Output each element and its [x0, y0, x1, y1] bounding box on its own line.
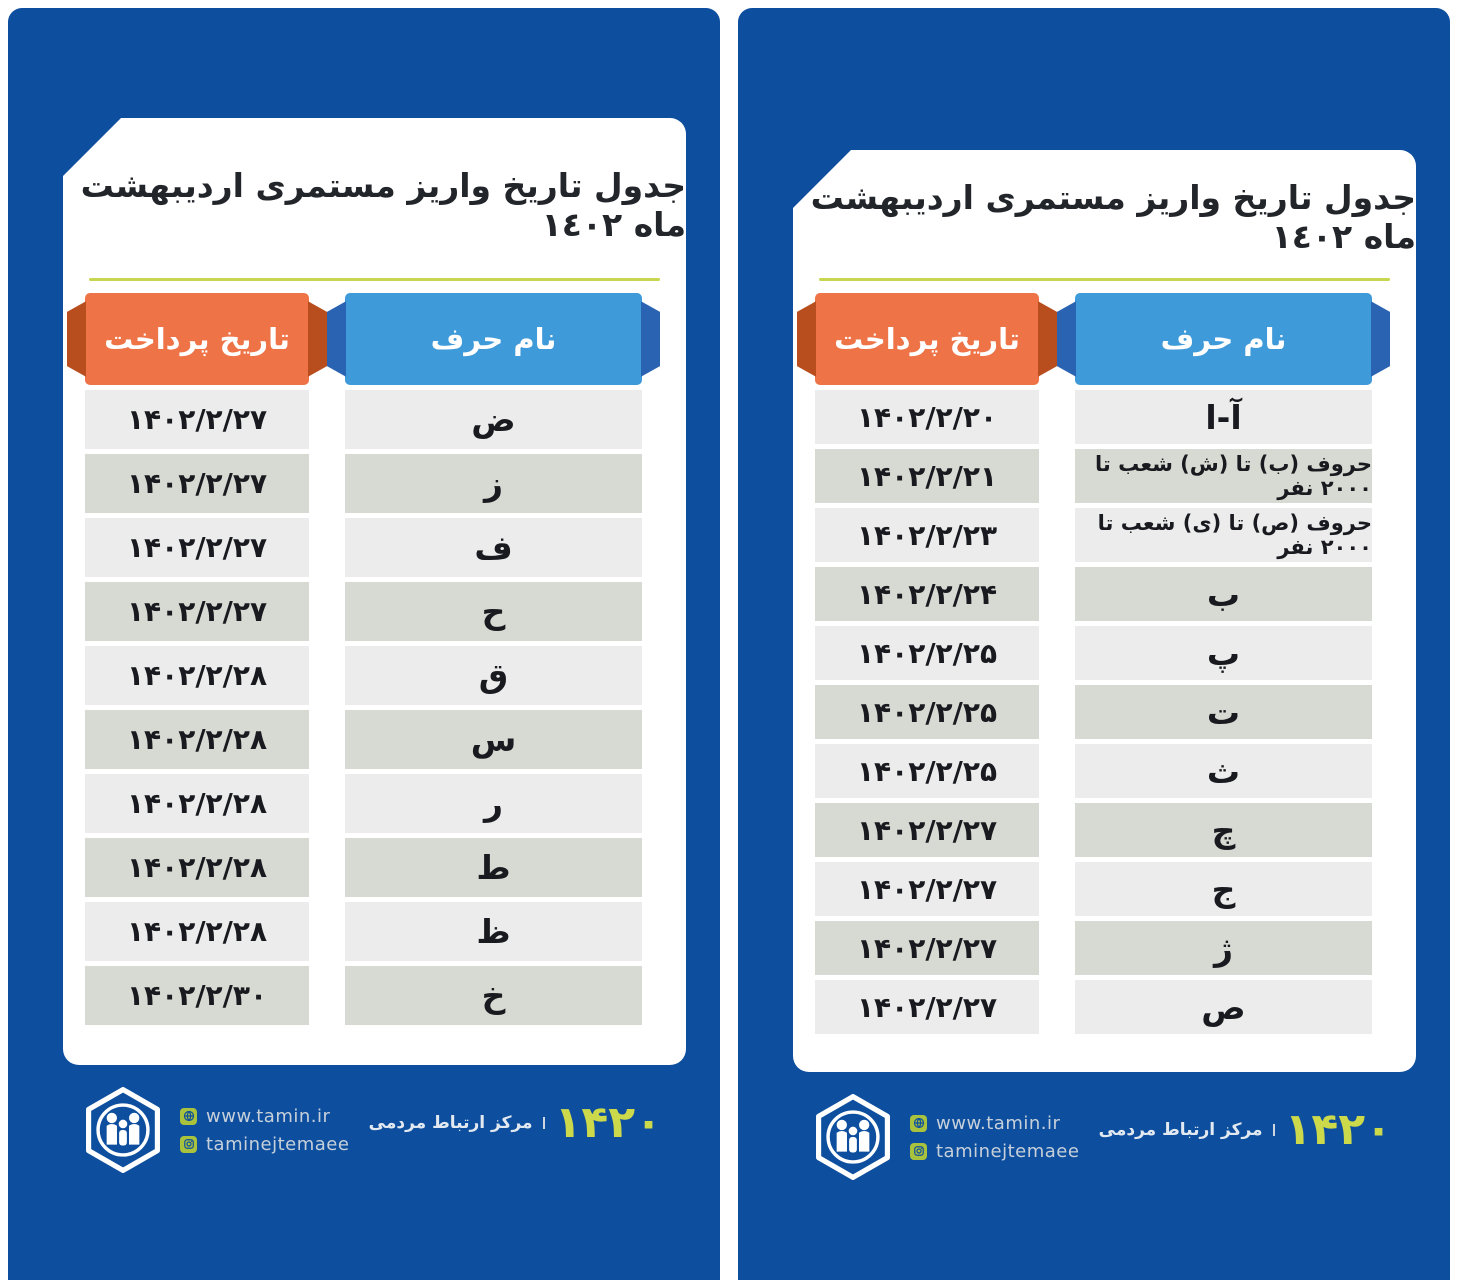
separator-line [819, 278, 1390, 281]
column-gap [309, 902, 345, 961]
column-gap [1039, 744, 1075, 798]
table-row [63, 838, 686, 897]
schedule-card-right [793, 150, 1416, 1072]
column-gap [309, 646, 345, 705]
column-gap [1039, 390, 1075, 444]
tamin-logo [80, 1087, 166, 1173]
payment-date-cell: ۱۴۰۲/۲/۲۷ [815, 862, 1039, 916]
payment-date-cell: ۱۴۰۲/۲/۲۵ [815, 626, 1039, 680]
panel-footer [738, 1072, 1450, 1280]
tamin-logo [810, 1094, 896, 1180]
column-header-payment-date [815, 293, 1039, 385]
column-gap [309, 390, 345, 449]
website-line [180, 1106, 349, 1127]
payment-date-cell: ۱۴۰۲/۲/۲۷ [815, 803, 1039, 857]
table-row [793, 390, 1416, 444]
globe-icon [180, 1108, 197, 1125]
payment-date-cell: ۱۴۰۲/۲/۳۰ [85, 966, 309, 1025]
instagram-handle: taminejtemaee [936, 1140, 1080, 1162]
letter-name-cell: ب [1075, 567, 1372, 621]
column-header-letter-name [1075, 293, 1372, 385]
card-corner-notch [793, 150, 851, 208]
hotline-number: ۱۴۲۰ [554, 1097, 662, 1148]
hotline-number: ۱۴۲۰ [1284, 1104, 1392, 1155]
table-row [63, 390, 686, 449]
table-row [793, 449, 1416, 503]
letter-name-header-label: نام حرف [430, 322, 557, 356]
website-url: www.tamin.ir [936, 1112, 1061, 1134]
column-gap [1039, 449, 1075, 503]
separator-line [89, 278, 660, 281]
table-row [793, 567, 1416, 621]
payment-date-cell: ۱۴۰۲/۲/۲۷ [85, 582, 309, 641]
letter-name-cell: ث [1075, 744, 1372, 798]
table-row [793, 862, 1416, 916]
link-lines [180, 1106, 349, 1155]
column-gap [1039, 921, 1075, 975]
letter-name-cell: ر [345, 774, 642, 833]
letter-name-cell: ض [345, 390, 642, 449]
letter-name-cell: حروف (ب) تا (ش) شعب تا ۲۰۰۰ نفر [1075, 449, 1372, 503]
instagram-handle: taminejtemaee [206, 1133, 350, 1155]
hotline-label: مرکز ارتباط مردمی [368, 1113, 533, 1133]
hotline [368, 1097, 662, 1148]
column-header-letter-name [345, 293, 642, 385]
card-corner-notch [63, 118, 121, 176]
payment-date-cell: ۱۴۰۲/۲/۲۷ [815, 980, 1039, 1034]
payment-date-cell: ۱۴۰۲/۲/۲۷ [815, 921, 1039, 975]
column-gap [1039, 980, 1075, 1034]
payment-date-cell: ۱۴۰۲/۲/۲۷ [85, 518, 309, 577]
letter-name-cell: ط [345, 838, 642, 897]
payment-date-cell: ۱۴۰۲/۲/۲۸ [85, 838, 309, 897]
brand-block [810, 1094, 1079, 1180]
table-row [793, 626, 1416, 680]
table-row [63, 518, 686, 577]
payment-date-cell: ۱۴۰۲/۲/۲۸ [85, 902, 309, 961]
letter-name-cell: ظ [345, 902, 642, 961]
instagram-line [180, 1134, 349, 1155]
letter-name-cell: ز [345, 454, 642, 513]
column-gap [1039, 626, 1075, 680]
column-gap [309, 774, 345, 833]
column-gap [1039, 685, 1075, 739]
letter-name-cell: حروف (ص) تا (ی) شعب تا ۲۰۰۰ نفر [1075, 508, 1372, 562]
letter-name-header-label: نام حرف [1160, 322, 1287, 356]
letter-name-cell: ژ [1075, 921, 1372, 975]
letter-name-cell: ف [345, 518, 642, 577]
title-area [793, 150, 1416, 278]
payment-date-cell: ۱۴۰۲/۲/۲۸ [85, 646, 309, 705]
letter-name-cell: ت [1075, 685, 1372, 739]
panel-left [8, 8, 720, 1280]
letter-name-cell: خ [345, 966, 642, 1025]
panel-footer [8, 1065, 720, 1280]
payment-date-cell: ۱۴۰۲/۲/۲۵ [815, 744, 1039, 798]
letter-name-cell: ج [1075, 862, 1372, 916]
letter-name-cell: ح [345, 582, 642, 641]
instagram-icon [180, 1136, 197, 1153]
table-row [63, 774, 686, 833]
website-url: www.tamin.ir [206, 1105, 331, 1127]
table-row [793, 685, 1416, 739]
column-gap [309, 518, 345, 577]
column-gap [309, 454, 345, 513]
column-gap [1039, 803, 1075, 857]
table-row [793, 508, 1416, 562]
column-gap [309, 966, 345, 1025]
payment-date-header-label: تاریخ پرداخت [834, 322, 1020, 356]
instagram-line [910, 1141, 1079, 1162]
payment-date-cell: ۱۴۰۲/۲/۲۴ [815, 567, 1039, 621]
payment-date-header-label: تاریخ پرداخت [104, 322, 290, 356]
letter-name-cell: ص [1075, 980, 1372, 1034]
table-header-row [793, 293, 1416, 385]
page-title: جدول تاریخ واریز مستمری اردیبهشت ماه ١٤٠٢ [810, 178, 1416, 256]
payment-date-cell: ۱۴۰۲/۲/۲۰ [815, 390, 1039, 444]
hotline-separator [1273, 1124, 1275, 1136]
table-body [793, 390, 1416, 1034]
table-header-row [63, 293, 686, 385]
letter-name-cell: چ [1075, 803, 1372, 857]
column-gap [1039, 862, 1075, 916]
table-row [63, 902, 686, 961]
table-row [63, 582, 686, 641]
hotline [1098, 1104, 1392, 1155]
letter-name-cell: س [345, 710, 642, 769]
panel-right [738, 8, 1450, 1280]
table-row [63, 710, 686, 769]
payment-date-cell: ۱۴۰۲/۲/۲۷ [85, 390, 309, 449]
globe-icon [910, 1115, 927, 1132]
column-header-payment-date [85, 293, 309, 385]
column-gap [1039, 508, 1075, 562]
table-row [793, 980, 1416, 1034]
payment-date-cell: ۱۴۰۲/۲/۲۱ [815, 449, 1039, 503]
title-area [63, 118, 686, 278]
table-row [793, 921, 1416, 975]
brand-block [80, 1087, 349, 1173]
letter-name-cell: ق [345, 646, 642, 705]
schedule-card-left [63, 118, 686, 1065]
link-lines [910, 1113, 1079, 1162]
page-title: جدول تاریخ واریز مستمری اردیبهشت ماه ١٤٠٢ [80, 166, 686, 244]
table-row [793, 803, 1416, 857]
letter-name-cell: پ [1075, 626, 1372, 680]
payment-date-cell: ۱۴۰۲/۲/۲۸ [85, 710, 309, 769]
table-row [63, 646, 686, 705]
payment-date-cell: ۱۴۰۲/۲/۲۸ [85, 774, 309, 833]
table-body [63, 390, 686, 1025]
column-gap [1039, 567, 1075, 621]
hotline-label: مرکز ارتباط مردمی [1098, 1120, 1263, 1140]
table-row [793, 744, 1416, 798]
instagram-icon [910, 1143, 927, 1160]
letter-name-cell: آ-ا [1075, 390, 1372, 444]
table-row [63, 966, 686, 1025]
column-gap [309, 838, 345, 897]
table-row [63, 454, 686, 513]
website-line [910, 1113, 1079, 1134]
payment-date-cell: ۱۴۰۲/۲/۲۷ [85, 454, 309, 513]
column-gap [309, 582, 345, 641]
payment-date-cell: ۱۴۰۲/۲/۲۵ [815, 685, 1039, 739]
payment-date-cell: ۱۴۰۲/۲/۲۳ [815, 508, 1039, 562]
hotline-separator [543, 1117, 545, 1129]
column-gap [309, 710, 345, 769]
